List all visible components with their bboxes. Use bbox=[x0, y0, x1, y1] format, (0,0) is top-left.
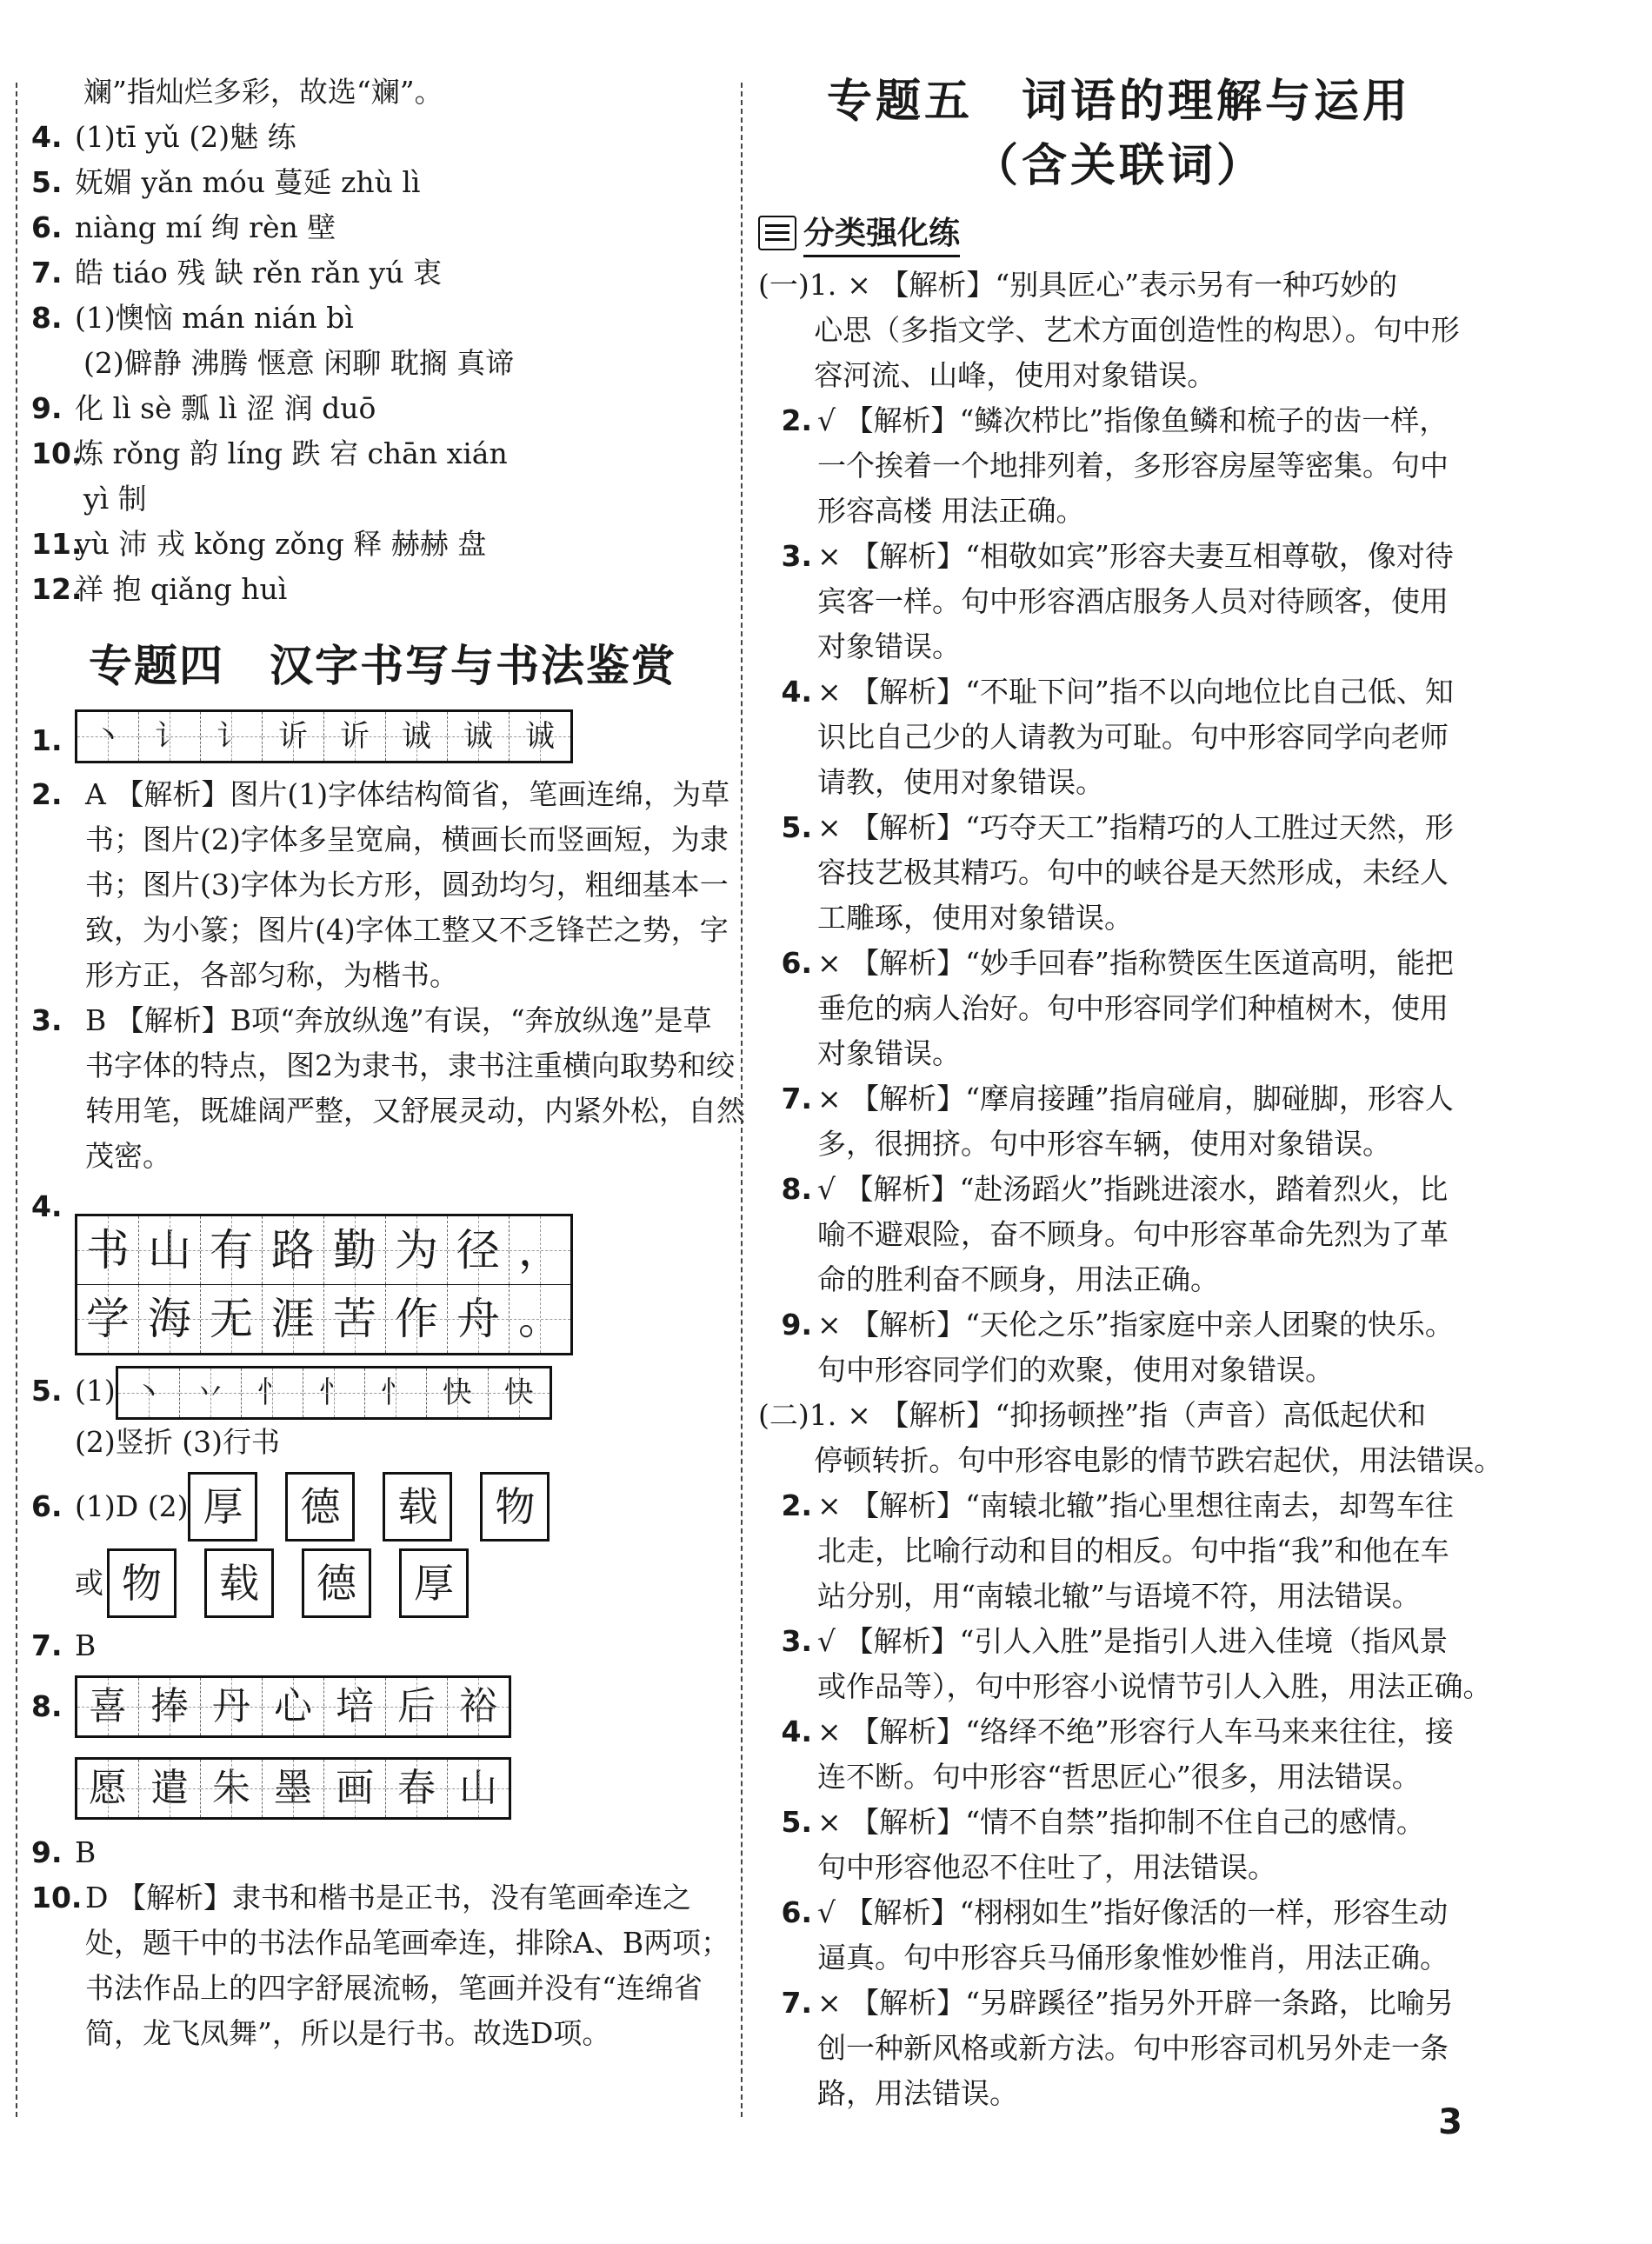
item-line: 站分别，用“南辕北辙”与语境不符，用法错误。 bbox=[817, 1579, 1421, 1613]
exercise-item bbox=[758, 1800, 1480, 1890]
item-number: 10. bbox=[31, 436, 83, 470]
item-number: (二)1. bbox=[758, 1398, 837, 1432]
grid-char: 画 bbox=[324, 1760, 386, 1817]
q5-prefix: (1) bbox=[75, 1374, 116, 1408]
item-line: × 【解析】“摩肩接踵”指肩碰肩，脚碰脚，形容人 bbox=[817, 1082, 1454, 1115]
grid-char: 苦 bbox=[324, 1285, 386, 1353]
item-number: 4. bbox=[31, 1189, 63, 1223]
item-line: 命的胜利奋不顾身，用法正确。 bbox=[817, 1262, 1219, 1296]
item-line: 句中形容同学们的欢聚，使用对象错误。 bbox=[817, 1353, 1334, 1387]
answer-text: (2)僻静 沸腾 惬意 闲聊 耽搁 真谛 bbox=[83, 346, 515, 380]
item-body bbox=[817, 1302, 1480, 1393]
item-line: √ 【解析】“赴汤蹈火”指跳进滚水，踏着烈火，比 bbox=[817, 1172, 1449, 1206]
item-line: √ 【解析】“引人入胜”是指引人进入佳境（指风景 bbox=[817, 1624, 1449, 1658]
item-number: (一)1. bbox=[758, 268, 837, 302]
grid-char: 培 bbox=[324, 1678, 386, 1735]
grid-char: 路 bbox=[263, 1216, 324, 1284]
subhead-label: 分类强化练 bbox=[803, 209, 960, 257]
item-number: 5. bbox=[781, 810, 812, 844]
grid-char: 喜 bbox=[77, 1678, 139, 1735]
item-line: 垂危的病人治好。句中形容同学们种植树木，使用 bbox=[817, 991, 1449, 1025]
grid-char: 丷 bbox=[180, 1368, 242, 1417]
item-body bbox=[817, 1709, 1480, 1800]
answer-line bbox=[31, 205, 734, 250]
item-line: 对象错误。 bbox=[817, 1036, 961, 1070]
item-line: 或作品等），句中形容小说情节引人入胜，用法正确。 bbox=[817, 1669, 1492, 1703]
answer-line bbox=[31, 70, 734, 115]
item-number: 12. bbox=[31, 572, 83, 606]
q7-row bbox=[31, 1623, 734, 1668]
item-line: 一个挨着一个地排列着，多形容房屋等密集。句中 bbox=[817, 449, 1449, 483]
item-line: 喻不避艰险，奋不顾身。句中形容革命先烈为了革 bbox=[817, 1217, 1449, 1251]
char-box: 厚 bbox=[399, 1548, 469, 1618]
item-line: 北走，比喻行动和目的相反。句中指“我”和他在车 bbox=[817, 1534, 1449, 1568]
item-number: 8. bbox=[31, 1689, 63, 1723]
grid-char: 快 bbox=[427, 1368, 489, 1417]
item-line: × 【解析】“相敬如宾”形容夫妻互相尊敬，像对待 bbox=[817, 539, 1454, 573]
item-line: 茂密。 bbox=[85, 1139, 171, 1173]
grid-char: 丶 bbox=[118, 1368, 180, 1417]
left-margin-rule bbox=[16, 83, 17, 2117]
item-line: B 【解析】B项“奔放纵逸”有误，“奔放纵逸”是草 bbox=[85, 1003, 712, 1037]
answer-line bbox=[31, 567, 734, 612]
item-body bbox=[85, 1875, 734, 2056]
exercise-item bbox=[758, 263, 1480, 398]
answer-line bbox=[31, 476, 734, 522]
answer-text: 祥 抱 qiǎng huì bbox=[75, 572, 288, 606]
list-icon bbox=[758, 216, 796, 250]
exercise-item bbox=[758, 1619, 1492, 1709]
item-line: × 【解析】“别具匠心”表示另有一种巧妙的 bbox=[847, 268, 1398, 302]
q3-answer bbox=[31, 998, 745, 1179]
exercise-item bbox=[758, 1981, 1480, 2116]
grid-char: 诚 bbox=[448, 712, 510, 761]
exercise-item bbox=[758, 941, 1480, 1076]
item-number: 10. bbox=[31, 1881, 83, 1914]
item-line: 简，龙飞凤舞”，所以是行书。故选D项。 bbox=[85, 2016, 611, 2050]
q6-row bbox=[31, 1470, 734, 1543]
item-number: 2. bbox=[31, 777, 63, 811]
item-number: 7. bbox=[781, 1986, 812, 2020]
item-number: 3. bbox=[781, 539, 812, 573]
answer-text: 妩媚 yǎn móu 蔓延 zhù lì bbox=[75, 165, 421, 199]
item-body bbox=[817, 941, 1480, 1076]
section5-title: 专题五 词语的理解与运用 bbox=[826, 75, 1411, 128]
grid-char: 径 bbox=[448, 1216, 510, 1284]
grid-char: 涯 bbox=[263, 1285, 324, 1353]
item-body bbox=[814, 263, 1480, 398]
item-body bbox=[817, 1981, 1480, 2116]
q10-answer bbox=[31, 1875, 734, 2056]
item-number: 3. bbox=[781, 1624, 812, 1658]
item-number: 9. bbox=[31, 391, 63, 425]
answer-text: B bbox=[75, 1628, 97, 1662]
q6-row2 bbox=[31, 1543, 734, 1623]
item-line: 工雕琢，使用对象错误。 bbox=[817, 901, 1133, 935]
answer-line bbox=[31, 160, 734, 205]
grid-char: 墨 bbox=[263, 1760, 324, 1817]
item-line: × 【解析】“抑扬顿挫”指（声音）高低起伏和 bbox=[847, 1398, 1427, 1432]
subhead bbox=[758, 209, 1480, 257]
item-line: 处，题干中的书法作品笔画牵连，排除A、B两项； bbox=[85, 1926, 730, 1960]
item-line: √ 【解析】“鳞次栉比”指像鱼鳞和梳子的齿一样， bbox=[817, 403, 1449, 437]
exercise-item bbox=[758, 1302, 1480, 1393]
answer-line bbox=[31, 296, 734, 341]
item-line: × 【解析】“情不自禁”指抑制不住自己的感情。 bbox=[817, 1805, 1425, 1839]
grid-char: 捧 bbox=[139, 1678, 201, 1735]
item-line: 致，为小篆；图片(4)字体工整又不乏锋芒之势，字 bbox=[85, 913, 729, 947]
grid-char: 朱 bbox=[201, 1760, 263, 1817]
or-label: 或 bbox=[75, 1566, 103, 1600]
item-number: 1. bbox=[31, 723, 63, 757]
item-line: 逼真。句中形容兵马俑形象惟妙惟肖，用法正确。 bbox=[817, 1941, 1449, 1974]
grid-char: 有 bbox=[201, 1216, 263, 1284]
q5-line2: (2)竖折 (3)行书 bbox=[75, 1425, 280, 1459]
item-body bbox=[817, 1167, 1480, 1302]
item-line: × 【解析】“妙手回春”指称赞医生医道高明，能把 bbox=[817, 946, 1454, 980]
item-line: 路，用法错误。 bbox=[817, 2076, 1018, 2110]
item-body bbox=[817, 1619, 1492, 1709]
exercise-item bbox=[758, 1167, 1480, 1302]
exercise-item bbox=[758, 669, 1480, 805]
page-number: 3 bbox=[1438, 2102, 1462, 2142]
item-line: 书；图片(3)字体为长方形，圆劲均匀，粗细基本一 bbox=[85, 868, 729, 902]
item-number: 3. bbox=[31, 1003, 63, 1037]
grid-char: 。 bbox=[510, 1285, 570, 1353]
item-line: 连不断。句中形容“哲思匠心”很多，用法错误。 bbox=[817, 1760, 1421, 1794]
char-box: 厚 bbox=[188, 1472, 257, 1542]
q1-row bbox=[31, 709, 734, 763]
item-number: 5. bbox=[781, 1805, 812, 1839]
item-number: 2. bbox=[781, 1488, 812, 1522]
item-body bbox=[85, 772, 734, 998]
exercise-item bbox=[758, 1483, 1480, 1619]
item-body bbox=[817, 1483, 1480, 1619]
grid-char: ， bbox=[510, 1216, 570, 1284]
item-line: × 【解析】“南辕北辙”指心里想往南去，却驾车往 bbox=[817, 1488, 1454, 1522]
char-box: 载 bbox=[204, 1548, 274, 1618]
item-line: 容技艺极其精巧。句中的峡谷是天然形成，未经人 bbox=[817, 856, 1449, 889]
item-number: 6. bbox=[781, 946, 812, 980]
column-divider bbox=[741, 83, 743, 2117]
item-body bbox=[817, 534, 1480, 669]
section4-title: 专题四 汉字书写与书法鉴赏 bbox=[89, 640, 676, 691]
item-line: 书；图片(2)字体多呈宽扁，横画长而竖画短，为隶 bbox=[85, 822, 729, 856]
grid-char: 讠 bbox=[201, 712, 263, 761]
grid-char: 忄 bbox=[365, 1368, 427, 1417]
q6-prefix: (1)D (2) bbox=[75, 1489, 189, 1523]
right-column bbox=[758, 70, 1503, 2116]
answer-text: (1)tī yǔ (2)魅 练 bbox=[75, 120, 296, 154]
exercise-item bbox=[758, 398, 1480, 534]
exercise-item bbox=[758, 1709, 1480, 1800]
item-line: √ 【解析】“栩栩如生”指好像活的一样，形容生动 bbox=[817, 1895, 1449, 1929]
grid-char: 丶 bbox=[77, 712, 139, 761]
grid-char: 春 bbox=[386, 1760, 448, 1817]
couplet-grid bbox=[75, 1214, 573, 1355]
item-body bbox=[817, 669, 1480, 805]
char-box: 德 bbox=[285, 1472, 355, 1542]
q8-row2 bbox=[31, 1757, 734, 1820]
item-line: × 【解析】“另辟蹊径”指另外开辟一条路，比喻另 bbox=[817, 1986, 1454, 2020]
item-body bbox=[814, 1393, 1503, 1483]
answer-line bbox=[31, 522, 734, 567]
item-line: A 【解析】图片(1)字体结构简省，笔画连绵，为草 bbox=[85, 777, 730, 811]
couplet-row bbox=[75, 1214, 573, 1285]
item-line: × 【解析】“络绎不绝”形容行人车马来来往往，接 bbox=[817, 1715, 1454, 1748]
item-line: 书法作品上的四字舒展流畅，笔画并没有“连绵省 bbox=[85, 1971, 703, 2005]
char-box: 物 bbox=[107, 1548, 177, 1618]
answer-text: 皓 tiáo 残 缺 rěn rǎn yú 衷 bbox=[75, 256, 442, 290]
item-number: 8. bbox=[31, 301, 63, 335]
item-line: 识比自己少的人请教为可耻。句中形容同学向老师 bbox=[817, 720, 1449, 754]
grid-char: 舟 bbox=[448, 1285, 510, 1353]
item-line: 请教，使用对象错误。 bbox=[817, 765, 1104, 799]
item-number: 4. bbox=[31, 120, 63, 154]
grid-char: 䜣 bbox=[324, 712, 386, 761]
item-line: 容河流、山峰，使用对象错误。 bbox=[814, 358, 1216, 392]
item-number: 8. bbox=[781, 1172, 812, 1206]
grid-char: 书 bbox=[77, 1216, 139, 1284]
answer-text: B bbox=[75, 1835, 97, 1869]
exercise-item bbox=[758, 1076, 1480, 1167]
stroke-grid bbox=[116, 1366, 552, 1420]
answer-line bbox=[31, 250, 734, 296]
grid-char: 学 bbox=[77, 1285, 139, 1353]
answer-text: niàng mí 绚 rèn 壁 bbox=[75, 210, 336, 244]
answer-text: (1)懊恼 mán nián bì bbox=[75, 301, 354, 335]
item-body bbox=[817, 1800, 1480, 1890]
exercise-item bbox=[758, 805, 1480, 941]
answer-line bbox=[31, 386, 734, 431]
grid-char: 忄 bbox=[303, 1368, 365, 1417]
item-number: 5. bbox=[31, 1374, 63, 1408]
answer-text: 化 lì sè 瓢 lì 涩 润 duō bbox=[75, 391, 376, 425]
char-box: 物 bbox=[480, 1472, 550, 1542]
grid-char: 讠 bbox=[139, 712, 201, 761]
item-number: 7. bbox=[31, 256, 63, 290]
grid-char: 海 bbox=[139, 1285, 201, 1353]
answer-text: yì 制 bbox=[83, 482, 147, 516]
item-line: × 【解析】“不耻下问”指不以向地位比自己低、知 bbox=[817, 675, 1454, 709]
couplet-row bbox=[75, 1285, 573, 1355]
item-number: 6. bbox=[781, 1895, 812, 1929]
q8-row bbox=[31, 1675, 734, 1738]
answer-text: yù 沛 戎 kǒng zǒng 释 赫赫 盘 bbox=[75, 527, 487, 561]
q4-row bbox=[31, 1184, 734, 1355]
grid-char: 山 bbox=[448, 1760, 509, 1817]
item-number: 6. bbox=[31, 210, 63, 244]
item-line: 停顿转折。句中形容电影的情节跌宕起伏，用法错误。 bbox=[814, 1443, 1503, 1477]
char-box: 德 bbox=[302, 1548, 371, 1618]
item-number: 2. bbox=[781, 403, 812, 437]
grid-char: 快 bbox=[489, 1368, 550, 1417]
item-number: 4. bbox=[781, 675, 812, 709]
answer-text: 炼 rǒng 韵 líng 跌 宕 chān xián bbox=[75, 436, 508, 470]
item-line: 对象错误。 bbox=[817, 629, 961, 663]
item-number: 7. bbox=[781, 1082, 812, 1115]
item-number: 7. bbox=[31, 1628, 63, 1662]
item-number: 4. bbox=[781, 1715, 812, 1748]
grid-char: 遣 bbox=[139, 1760, 201, 1817]
item-line: 创一种新风格或新方法。句中形容司机另外走一条 bbox=[817, 2031, 1449, 2065]
item-line: 书字体的特点，图2为隶书，隶书注重横向取势和绞 bbox=[85, 1049, 735, 1082]
answer-line bbox=[31, 341, 734, 386]
q9-row bbox=[31, 1830, 734, 1875]
grid-char: 心 bbox=[263, 1678, 324, 1735]
grid-char: 诚 bbox=[386, 712, 448, 761]
answer-line bbox=[31, 115, 734, 160]
item-line: × 【解析】“巧夺天工”指精巧的人工胜过天然，形 bbox=[817, 810, 1454, 844]
grid-char: 作 bbox=[386, 1285, 448, 1353]
grid-char: 丹 bbox=[201, 1678, 263, 1735]
poem-grid bbox=[75, 1757, 511, 1820]
item-line: 心思（多指文学、艺术方面创造性的构思）。句中形 bbox=[814, 313, 1460, 347]
left-column bbox=[31, 70, 745, 2056]
item-line: × 【解析】“天伦之乐”指家庭中亲人团聚的快乐。 bbox=[817, 1308, 1454, 1342]
item-body bbox=[817, 805, 1480, 941]
grid-char: 䜣 bbox=[263, 712, 324, 761]
exercise-item bbox=[758, 1393, 1503, 1483]
grid-char: 诚 bbox=[510, 712, 570, 761]
item-line: 形容高楼 用法正确。 bbox=[817, 494, 1085, 528]
item-body bbox=[817, 1076, 1480, 1167]
grid-char: 裕 bbox=[448, 1678, 509, 1735]
item-number: 9. bbox=[781, 1308, 812, 1342]
item-body bbox=[817, 1890, 1480, 1981]
item-number: 11. bbox=[31, 527, 83, 561]
grid-char: 山 bbox=[139, 1216, 201, 1284]
answer-line bbox=[31, 431, 734, 476]
q5-row bbox=[31, 1366, 734, 1420]
item-body bbox=[85, 998, 745, 1179]
item-number: 6. bbox=[31, 1489, 63, 1523]
item-body bbox=[817, 398, 1480, 534]
item-line: 转用笔，既雄阔严整，又舒展灵动，内紧外松，自然 bbox=[85, 1094, 745, 1128]
item-line: 宾客一样。句中形容酒店服务人员对待顾客，使用 bbox=[817, 584, 1449, 618]
grid-char: 无 bbox=[201, 1285, 263, 1353]
item-line: 句中形容他忍不住吐了，用法错误。 bbox=[817, 1850, 1276, 1884]
exercise-item bbox=[758, 1890, 1480, 1981]
grid-char: 勤 bbox=[324, 1216, 386, 1284]
item-number: 9. bbox=[31, 1835, 63, 1869]
stroke-grid bbox=[75, 709, 573, 763]
item-line: D 【解析】隶书和楷书是正书，没有笔画牵连之 bbox=[85, 1881, 691, 1914]
exercise-item bbox=[758, 534, 1480, 669]
answer-text: 斓”指灿烂多彩，故选“斓”。 bbox=[83, 75, 443, 109]
item-line: 形方正，各部匀称，为楷书。 bbox=[85, 958, 458, 992]
grid-char: 忄 bbox=[242, 1368, 303, 1417]
item-line: 多，很拥挤。句中形容车辆，使用对象错误。 bbox=[817, 1127, 1391, 1161]
char-box: 载 bbox=[383, 1472, 452, 1542]
grid-char: 愿 bbox=[77, 1760, 139, 1817]
poem-grid bbox=[75, 1675, 511, 1738]
grid-char: 后 bbox=[386, 1678, 448, 1735]
item-number: 5. bbox=[31, 165, 63, 199]
grid-char: 为 bbox=[386, 1216, 448, 1284]
q2-answer bbox=[31, 772, 734, 998]
section5-subtitle: （含关联词） bbox=[972, 139, 1265, 192]
